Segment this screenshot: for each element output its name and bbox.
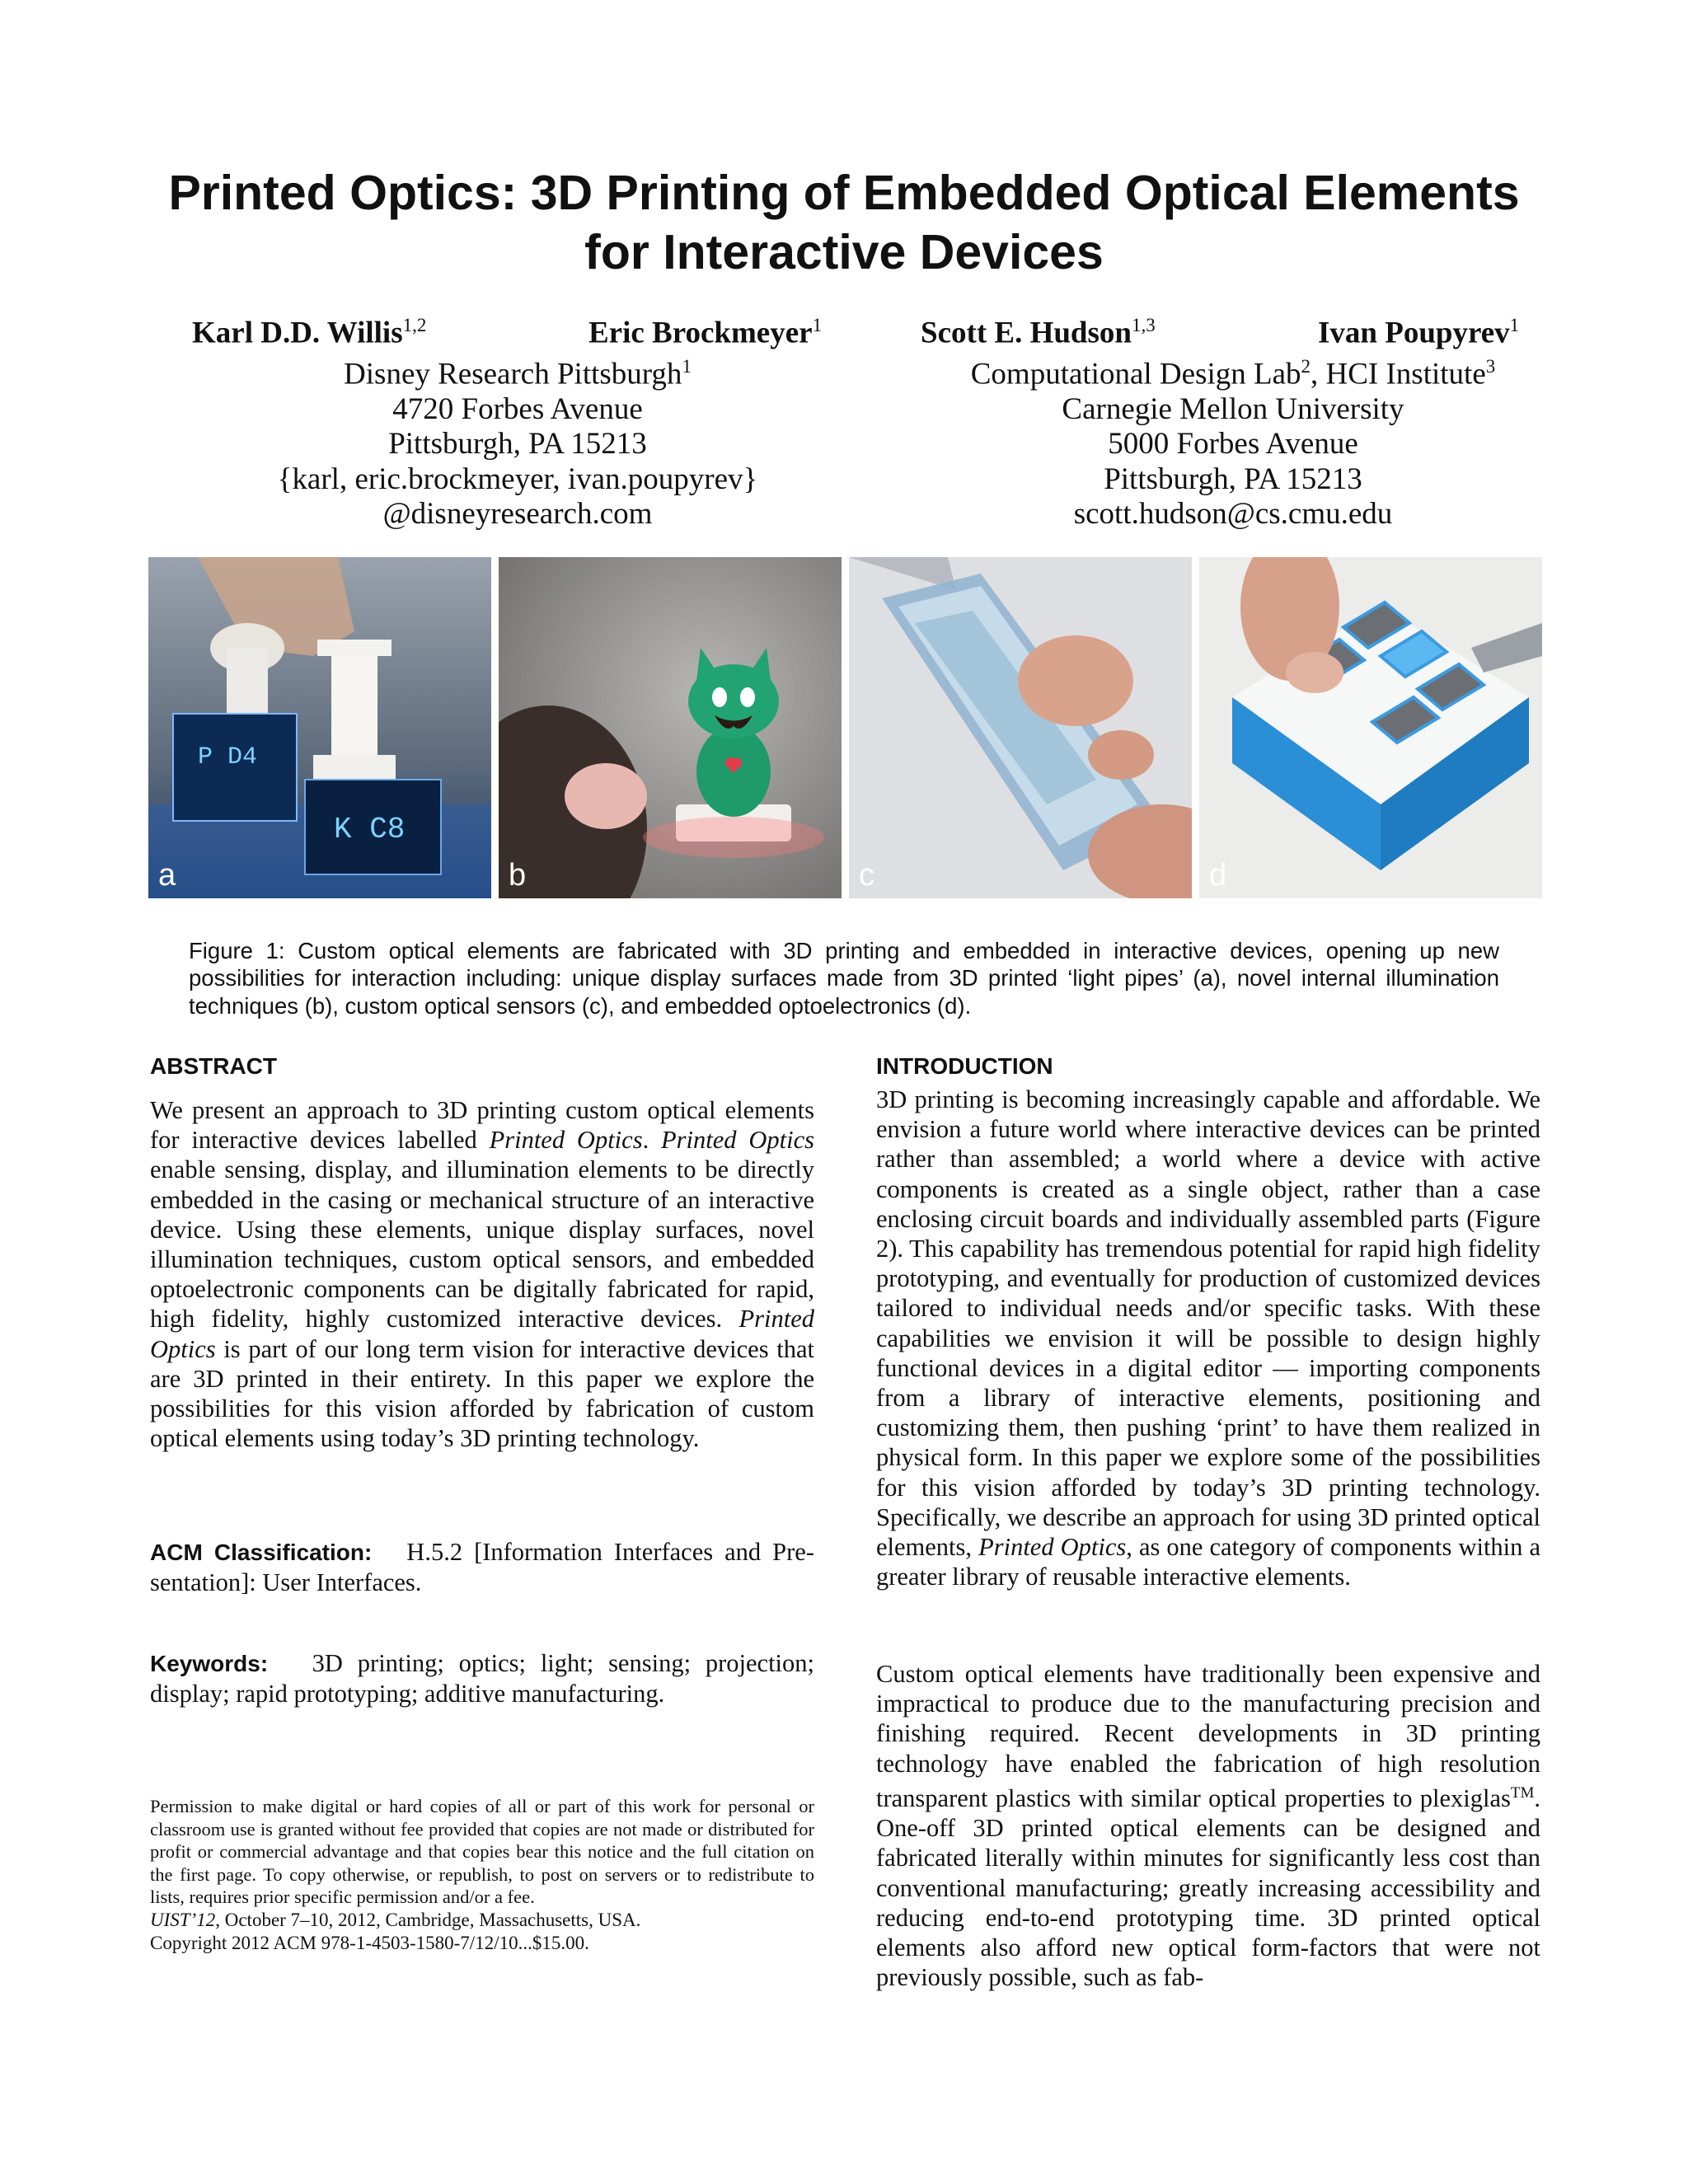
- author-hudson: Scott E. Hudson$^{1,3}$: [921, 315, 1156, 350]
- permission-block: [150, 1795, 814, 1955]
- optoelectronics-button-photo: [1199, 557, 1542, 898]
- acm-classification: ACM Classification: H.5.2 [Information Interfaces and Presentation]: User Interfaces.: [150, 1538, 814, 1597]
- title-line-1: Printed Optics: 3D Printing of Embedded Optical Elements: [168, 166, 1520, 220]
- paper-title: [99, 163, 1589, 282]
- conference-line: UIST’12, October 7–10, 2012, Cambridge, Massachusetts, USA.: [150, 1909, 641, 1930]
- abstract-section: [150, 1053, 814, 1080]
- svg-text:P D4: P D4: [198, 743, 258, 771]
- email-cmu: scott.hudson@cs.cmu.edu: [1073, 497, 1393, 532]
- email-disney-line1: {karl, eric.brockmeyer, ivan.poupyrev}: [277, 462, 758, 496]
- introduction-heading: INTRODUCTION: [876, 1053, 1053, 1079]
- figure-panel-d: d: [1199, 557, 1542, 898]
- permission-text: Permission to make digital or hard copies of all or part of this work for personal or classroom use is granted without fee provided that copies are not made or distributed for profit or commercial advantage and that copies bear this notice and the full citation on the first page. To copy otherwise, or republish, to post on servers or to redistribute to lists, requires prior specific permission and/or a fee.: [150, 1796, 814, 1907]
- optical-sensor-photo: [849, 557, 1192, 898]
- author-willis: Karl D.D. Willis$^{1,2}$: [192, 315, 427, 350]
- svg-text:K C8: K C8: [334, 813, 406, 846]
- figure-1-caption: Figure 1: Custom optical elements are fabricated with 3D printing and embedded in interactive devices, opening up new possibilities for interaction including: unique display surfaces made from 3D printed ‘light pipes’ (a), novel internal illumination techniques (b), custom optical sensors (c), and embedded optoelectronics (d).: [189, 937, 1499, 1019]
- keywords: Keywords: 3D printing; optics; light; sensing; projection; display; rapid prototyping; additive manufacturing.: [150, 1649, 815, 1708]
- author-brockmeyer: Eric Brockmeyer$^1$: [588, 315, 823, 350]
- abstract-body: We present an approach to 3D printing custom optical elements for interactive devices labelled Printed Optics. Printed Optics enable sensing, display, and illumination elements to be directly embedded in the casing or mechanical structure of an interactive device. Using these elements, unique display surfaces, novel illumination techniques, custom optical sensors, and embedded optoelectronic components can be digitally fabricated for rapid, high fidelity, highly customized interactive devices. Printed Optics is part of our long term vision for interactive devices that are 3D printed in their entirety. In this paper we explore the possibilities for this vision afforded by fabrication of custom optical elements using today’s 3D printing technology.: [150, 1096, 814, 1453]
- introduction-paragraph-2: Custom optical elements have traditionally been expensive and impractical to produce due to the manufacturing precision and finishing required. Recent developments in 3D printing technology have enabled the fabrication of high resolution transparent plastics with similar optical properties to plexiglas™. One-off 3D printed optical elements can be designed and fabricated literally within minutes for significantly less cost than conventional manufacturing; greatly increasing accessibility and reducing end-to-end prototyping time. 3D printed optical elements also afford new optical form-factors that were not previously possible, such as fab-: [876, 1660, 1540, 1992]
- copyright-line: Copyright 2012 ACM 978-1-4503-1580-7/12/10...$15.00.: [150, 1932, 589, 1953]
- introduction-paragraph-1: 3D printing is becoming increasingly capable and affordable. We envision a future world where interactive devices can be printed rather than assembled; a world where a device with active components is created as a single object, rather than a case enclosing circuit boards and individually assembled parts (Figure 2). This capability has tremendous potential for rapid high fidelity prototyping, and eventually for production of customized devices tailored to individual needs and/or specific tasks. With these capabilities we envision it will be possible to design highly functional devices in a digital editor — importing components from a library of interactive elements, positioning and customizing them, then pushing ‘print’ to have them realized in physical form. In this paper we explore some of the possibilities for this vision afforded by today’s 3D printing technology. Specifically, we describe an approach for using 3D printed optical elements, Printed Optics, as one category of components within a greater library of reusable interactive elements.: [876, 1085, 1540, 1591]
- title-line-2: for Interactive Devices: [584, 225, 1104, 279]
- email-disney-line2: @disneyresearch.com: [382, 497, 653, 532]
- author-poupyrev: Ivan Poupyrev$^1$: [1318, 315, 1520, 350]
- abstract-heading: ABSTRACT: [150, 1053, 277, 1079]
- affiliation-disney: Disney Research Pittsburgh$^1$ 4720 Forbes Avenue Pittsburgh, PA 15213 {karl, eric.brockmeyer, ivan.poupyrev} @disneyresearch.com: [147, 349, 889, 532]
- figure-panel-c: c: [849, 557, 1192, 898]
- figure-panel-a: P D4 K C8 a: [148, 557, 491, 898]
- figure-panel-b: b: [499, 557, 842, 898]
- chess-light-pipe-photo: [148, 557, 491, 898]
- illuminated-toy-photo: [499, 557, 842, 898]
- introduction-section: [876, 1053, 1540, 1080]
- affiliation-cmu: Computational Design Lab$^2$, HCI Institute$^3$ Carnegie Mellon University 5000 Forbes Avenue Pittsburgh, PA 15213 scott.hudson@cs.cmu.edu: [862, 349, 1604, 532]
